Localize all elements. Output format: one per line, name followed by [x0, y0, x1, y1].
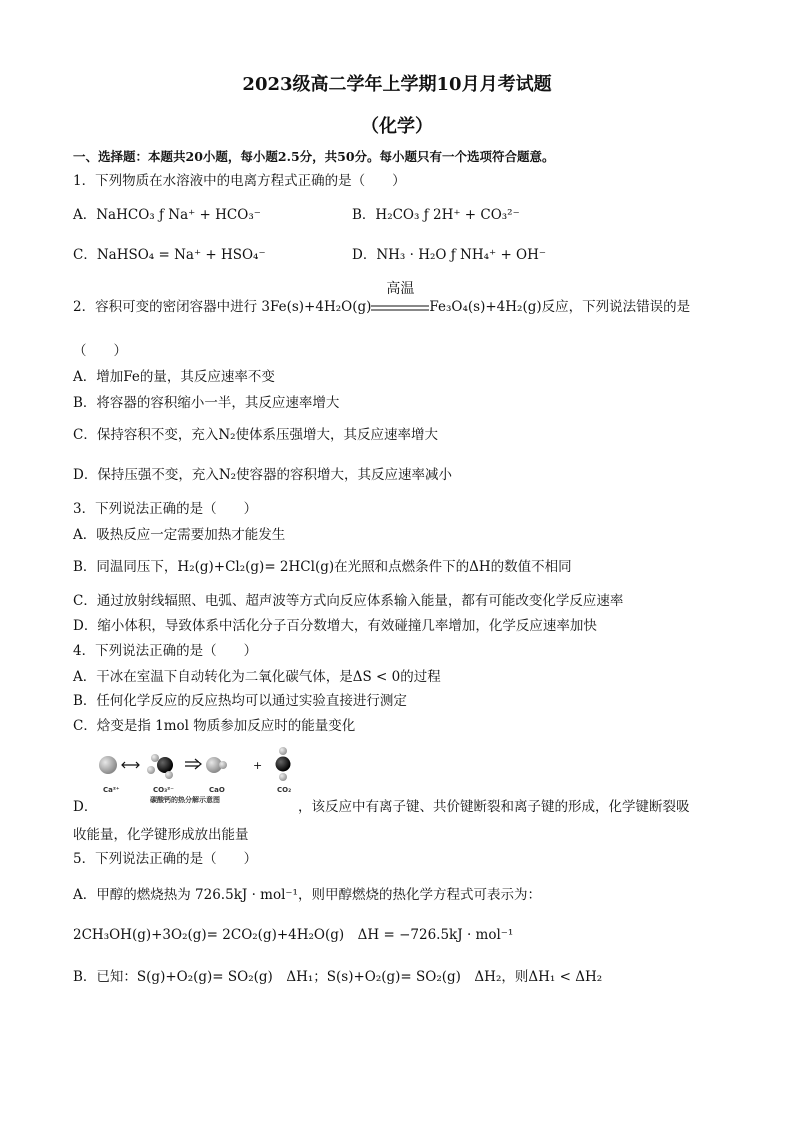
q4-option-a: A．干冰在室温下自动转化为二氧化碳气体，是ΔS < 0的过程	[73, 669, 441, 685]
q3-option-d: D．缩小体积，导致体系中活化分子百分数增大，有效碰撞几率增加，化学反应速率加快	[73, 618, 597, 634]
q4-option-b: B．任何化学反应的反应热均可以通过实验直接进行测定	[73, 693, 407, 709]
q1-option-b: B．H₂CO₃ ƒ 2H⁺ + CO₃²⁻	[352, 207, 520, 223]
oxygen-atom	[279, 747, 287, 755]
calcium-ion-sphere	[99, 756, 117, 774]
fig-label-co3: CO₃²⁻	[153, 786, 174, 794]
q3-option-b: B．同温同压下，H₂(g)+Cl₂(g)= 2HCl(g)在光照和点燃条件下的ΔH的数值不相同	[73, 559, 572, 575]
plus-sign: +	[253, 759, 263, 772]
q2-high-temp-equals	[371, 281, 429, 316]
q2-stem-products: Fe₃O₄(s)+4H₂(g)反应，下列说法错误的是	[429, 299, 691, 315]
q3-option-c: C．通过放射线辐照、电弧、超声波等方式向反应体系输入能量，都有可能改变化学反应速率	[73, 593, 624, 609]
fig-label-ca: Ca²⁺	[103, 786, 120, 794]
double-line-arrow-icon	[371, 303, 429, 313]
q1-option-a: A．NaHCO₃ ƒ Na⁺ + HCO₃⁻	[73, 207, 261, 223]
oxygen-atom	[147, 766, 155, 774]
q3-stem: 3．下列说法正确的是（ ）	[73, 501, 258, 517]
q3-option-a: A．吸热反应一定需要加热才能发生	[73, 527, 286, 543]
q1-option-c: C．NaHSO₄ = Na⁺ + HSO₄⁻	[73, 247, 266, 263]
fig-label-co2: CO₂	[277, 786, 292, 794]
reaction-arrow-icon	[185, 759, 201, 769]
q5-option-b: B．已知：S(g)+O₂(g)= SO₂(g) ΔH₁；S(s)+O₂(g)= SO₂(g) ΔH₂，则ΔH₁ < ΔH₂	[73, 969, 603, 985]
exam-subject: （化学）	[361, 116, 433, 137]
q2-option-a: A．增加Fe的量，其反应速率不变	[73, 369, 275, 385]
oxygen-atom	[279, 773, 287, 781]
q4-option-d-cont: 收能量，化学键形成放出能量	[73, 827, 249, 843]
q5-option-a-equation: 2CH₃OH(g)+3O₂(g)= 2CO₂(g)+4H₂O(g) ΔH = −726.5kJ · mol⁻¹	[73, 927, 514, 943]
oxygen-atom	[219, 761, 227, 769]
q1-stem: 1．下列物质在水溶液中的电离方程式正确的是（ ）	[73, 173, 406, 189]
q2-stem-reactants: 2．容积可变的密闭容器中进行 3Fe(s)+4H₂O(g)	[73, 299, 372, 315]
section-heading: 一、选择题：本题共20小题，每小题2.5分，共50分。每小题只有一个选项符合题意。	[73, 149, 555, 164]
carbon-dioxide-sphere	[276, 757, 291, 772]
q2-paren: （ ）	[73, 343, 127, 359]
fig-caption: 碳酸钙的热分解示意图	[150, 796, 220, 804]
q2-option-c: C．保持容积不变，充入N₂使体系压强增大，其反应速率增大	[73, 427, 439, 443]
q5-stem: 5．下列说法正确的是（ ）	[73, 851, 258, 867]
q4-option-c: C．焓变是指 1mol 物质参加反应时的能量变化	[73, 718, 356, 734]
q2-stem	[73, 281, 691, 316]
q4-option-d-prefix: D．	[73, 799, 98, 815]
q1-option-d: D．NH₃ · H₂O ƒ NH₄⁺ + OH⁻	[352, 247, 547, 263]
q4-stem: 4．下列说法正确的是（ ）	[73, 643, 258, 659]
carbonate-ion-sphere	[157, 757, 173, 773]
q2-condition: 高温	[386, 281, 415, 297]
q4-option-d: ，该反应中有离子键、共价键断裂和离子键的形成，化学键断裂吸	[298, 799, 690, 815]
double-arrow-icon	[122, 762, 139, 768]
q2-option-d: D．保持压强不变，充入N₂使容器的容积增大，其反应速率减小	[73, 467, 453, 483]
oxygen-atom	[165, 771, 173, 779]
calcium-carbonate-decomposition-figure	[95, 745, 295, 807]
q5-option-a: A．甲醇的燃烧热为 726.5kJ · mol⁻¹，则甲醇燃烧的热化学方程式可表示为：	[73, 887, 541, 903]
exam-title: 2023级高二学年上学期10月月考试题	[242, 74, 552, 95]
oxygen-atom	[151, 754, 159, 762]
fig-label-cao: CaO	[209, 786, 225, 794]
q2-option-b: B．将容器的容积缩小一半，其反应速率增大	[73, 395, 340, 411]
